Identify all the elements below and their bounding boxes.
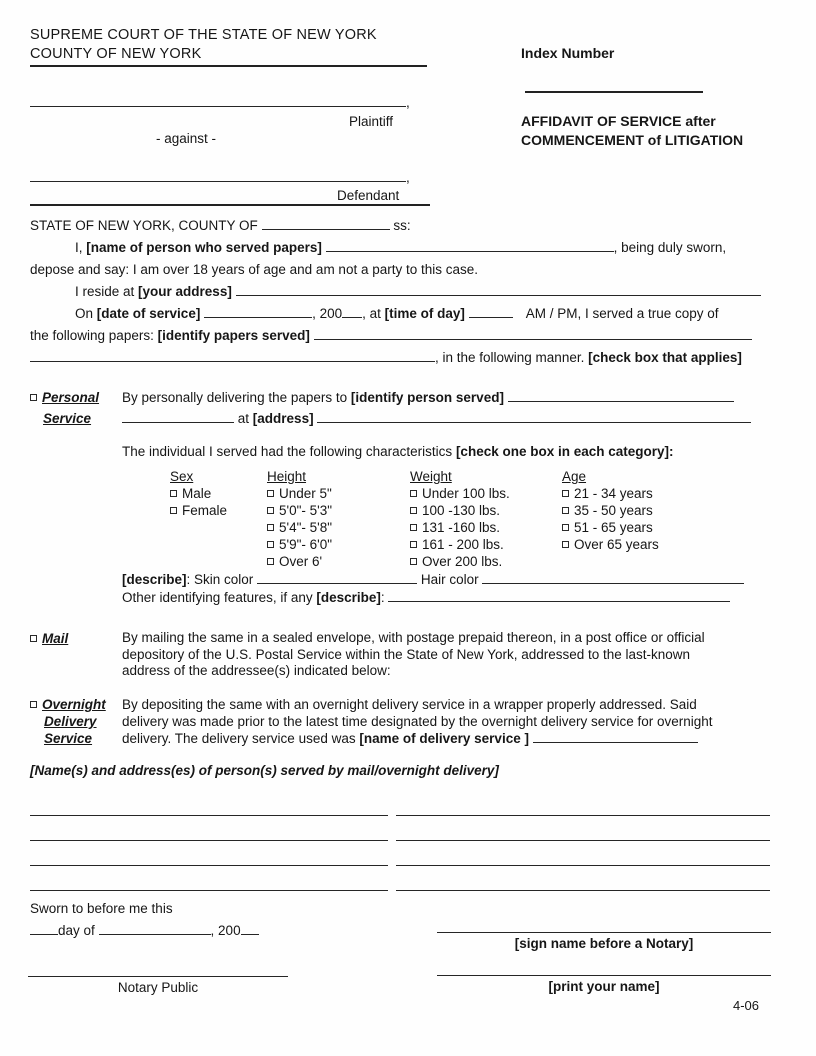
form-number: 4-06	[733, 998, 760, 1013]
at-fragment: , at	[362, 306, 381, 321]
weight-column	[410, 468, 510, 570]
personal-service-section	[30, 387, 780, 429]
checkbox-overnight[interactable]	[30, 701, 37, 708]
county-fill-line[interactable]	[262, 217, 390, 230]
overnight-service-section	[30, 696, 780, 747]
option-weight-3: 131 -160 lbs.	[422, 520, 501, 535]
option-height-4: 5'9"- 6'0"	[279, 537, 333, 552]
checkbox-age-51-65[interactable]	[562, 524, 569, 531]
depose-line: depose and say: I am over 18 years of age and am not a party to this case.	[30, 262, 479, 277]
age-header: Age	[562, 469, 587, 484]
option-age-3: 51 - 65 years	[574, 520, 653, 535]
time-line[interactable]	[469, 305, 513, 318]
checkbox-mail[interactable]	[30, 635, 37, 642]
i-prefix: I,	[75, 240, 83, 255]
reside-prefix: I reside at	[75, 284, 135, 299]
other-colon: :	[380, 590, 385, 605]
option-male: Male	[182, 486, 212, 501]
checkbox-age-over-65[interactable]	[562, 541, 569, 548]
other-features-line-fill[interactable]	[388, 589, 730, 602]
sign-name-instruction: [sign name before a Notary]	[514, 936, 694, 951]
characteristics-intro	[122, 444, 780, 459]
mail-body-line-3: address of the addressee(s) indicated below:	[122, 663, 391, 678]
overnight-label-2: Delivery	[44, 714, 97, 729]
check-box-instruction: [check box that applies]	[588, 350, 742, 365]
checkbox-height-under-5[interactable]	[267, 490, 274, 497]
document-title-line1: AFFIDAVIT OF SERVICE after	[521, 113, 716, 129]
print-name-block	[437, 962, 771, 994]
recipient-line-2-left[interactable]	[30, 816, 388, 841]
recipient-line-3-left[interactable]	[30, 841, 388, 866]
person-served-line-2[interactable]	[122, 410, 234, 423]
personal-service-label-2: Service	[43, 411, 92, 426]
server-name-placeholder: [name of person who served papers]	[86, 240, 322, 255]
notary-public-label: Notary Public	[117, 980, 199, 995]
defendant-comma: ,	[406, 170, 410, 185]
checkbox-personal-service[interactable]	[30, 394, 37, 401]
print-name-instruction: [print your name]	[548, 979, 660, 994]
checkbox-age-35-50[interactable]	[562, 507, 569, 514]
jurat-year-fragment: , 200	[210, 923, 241, 938]
manner-text: , in the following manner.	[435, 350, 585, 365]
recipient-row	[30, 816, 770, 841]
recipient-line-1-left[interactable]	[30, 791, 388, 816]
caption-bottom-rule	[30, 192, 430, 206]
recipient-row	[30, 841, 770, 866]
index-number-label: Index Number	[521, 45, 615, 61]
court-name-line: SUPREME COURT OF THE STATE OF NEW YORK	[30, 27, 377, 43]
sex-column	[170, 468, 227, 519]
day-of-label: day of	[58, 923, 95, 938]
recipient-line-2-right[interactable]	[396, 816, 770, 841]
skin-hair-line	[122, 571, 780, 589]
option-age-1: 21 - 34 years	[574, 486, 653, 501]
county-name-line: COUNTY OF NEW YORK	[30, 45, 427, 67]
sworn-statement	[30, 215, 780, 369]
personal-body-prefix: By personally delivering the papers to	[122, 390, 348, 405]
height-column	[267, 468, 332, 570]
checkbox-female[interactable]	[170, 507, 177, 514]
recipient-line-4-left[interactable]	[30, 866, 388, 891]
papers-line-2[interactable]	[30, 349, 435, 362]
jurat-day-fill[interactable]	[30, 922, 58, 935]
personal-service-label-1: Personal	[42, 390, 100, 405]
document-title-line2: COMMENCEMENT of LITIGATION	[521, 131, 744, 148]
date-line[interactable]	[204, 305, 312, 318]
checkbox-weight-over-200[interactable]	[410, 558, 417, 565]
your-address-line[interactable]	[236, 283, 761, 296]
notary-signature-line[interactable]	[28, 963, 288, 977]
papers-placeholder: [identify papers served]	[157, 328, 310, 343]
server-name-line[interactable]	[326, 239, 614, 252]
option-height-5: Over 6'	[279, 554, 323, 569]
checkbox-age-21-34[interactable]	[562, 490, 569, 497]
ampm-text: AM / PM, I served a true copy of	[525, 306, 719, 321]
service-address-line[interactable]	[317, 410, 751, 423]
mail-label: Mail	[42, 631, 69, 646]
overnight-body-line-3	[122, 730, 713, 747]
characteristics-instruction: [check one box in each category]:	[455, 444, 674, 459]
recipients-heading: [Name(s) and address(es) of person(s) served by mail/overnight delivery]	[30, 763, 499, 778]
hair-color-line[interactable]	[482, 571, 744, 584]
court-heading	[30, 26, 427, 67]
signature-line[interactable]	[437, 919, 771, 933]
characteristics-section	[122, 444, 780, 607]
option-weight-5: Over 200 lbs.	[422, 554, 503, 569]
option-age-4: Over 65 years	[574, 537, 659, 552]
other-describe-label: [describe]	[316, 590, 381, 605]
overnight-label-col	[30, 696, 122, 747]
recipient-row	[30, 866, 770, 891]
papers-line	[30, 325, 780, 347]
checkbox-male[interactable]	[170, 490, 177, 497]
overnight-line3-prefix: delivery. The delivery service used was	[122, 731, 356, 746]
skin-color-line[interactable]	[257, 571, 417, 584]
on-prefix: On	[75, 306, 94, 321]
plaintiff-name-line[interactable]	[30, 94, 406, 107]
checkbox-weight-131-160[interactable]	[410, 524, 417, 531]
papers-prefix: the following papers:	[30, 328, 154, 343]
person-served-line[interactable]	[508, 389, 734, 402]
time-placeholder: [time of day]	[384, 306, 465, 321]
your-address-placeholder: [your address]	[138, 284, 232, 299]
delivery-service-placeholder: [name of delivery service ]	[359, 731, 529, 746]
notary-block	[28, 963, 288, 995]
jurat-month-line[interactable]	[99, 922, 211, 935]
mail-body-line-2: depository of the U.S. Postal Service within the State of New York, addressed to the last-known	[122, 646, 691, 662]
option-height-1: Under 5"	[279, 486, 332, 501]
person-served-placeholder: [identify person served]	[350, 390, 504, 405]
signature-block	[437, 919, 771, 951]
at-label: at	[237, 411, 250, 426]
overnight-body	[122, 696, 713, 747]
option-female: Female	[182, 503, 228, 518]
hair-color-label: Hair color	[420, 572, 479, 587]
checkbox-weight-under-100[interactable]	[410, 490, 417, 497]
overnight-body-line-1: By depositing the same with an overnight delivery service in a wrapper properly addressed. Said	[122, 697, 697, 712]
option-weight-1: Under 100 lbs.	[422, 486, 510, 501]
sex-header: Sex	[170, 469, 194, 484]
checkbox-height-50-53[interactable]	[267, 507, 274, 514]
year-line[interactable]	[342, 305, 362, 318]
other-features-line	[122, 589, 780, 607]
duly-sworn-text: , being duly sworn,	[613, 240, 727, 255]
overnight-label-3: Service	[44, 731, 93, 746]
manner-line	[30, 347, 780, 369]
overnight-label-1: Overnight	[42, 697, 106, 712]
jurat-date-line	[30, 920, 259, 942]
document-title	[521, 112, 743, 149]
option-height-2: 5'0"- 5'3"	[279, 503, 333, 518]
plaintiff-name-row	[30, 94, 410, 110]
venue-prefix: STATE OF NEW YORK, COUNTY OF	[30, 218, 258, 233]
option-weight-4: 161 - 200 lbs.	[422, 537, 504, 552]
personal-service-body	[122, 387, 751, 429]
plaintiff-label: Plaintiff	[349, 114, 394, 129]
year-fragment: , 200	[312, 306, 343, 321]
checkbox-height-59-60[interactable]	[267, 541, 274, 548]
checkbox-height-over-6[interactable]	[267, 558, 274, 565]
option-height-3: 5'4"- 5'8"	[279, 520, 333, 535]
print-name-line[interactable]	[437, 962, 771, 976]
defendant-name-row	[30, 169, 410, 185]
height-header: Height	[267, 469, 307, 484]
overnight-body-line-2: delivery was made prior to the latest time designated by the overnight delivery service for overnight	[122, 714, 713, 729]
mail-body-line-1: By mailing the same in a sealed envelope, with postage prepaid thereon, in a post office or official	[122, 630, 705, 645]
skin-color-label: : Skin color	[186, 572, 254, 587]
characteristics-table	[122, 468, 780, 571]
papers-line-1[interactable]	[314, 327, 752, 340]
service-address-placeholder: [address]	[252, 411, 314, 426]
plaintiff-comma: ,	[406, 95, 410, 110]
personal-service-label-col	[30, 387, 122, 429]
date-time-line	[30, 303, 780, 325]
index-number-line[interactable]	[525, 79, 703, 93]
mail-service-section	[30, 630, 780, 680]
checkbox-weight-100-130[interactable]	[410, 507, 417, 514]
mail-body	[122, 630, 705, 680]
checkbox-height-54-58[interactable]	[267, 524, 274, 531]
sworn-before-text: Sworn to before me this	[30, 901, 173, 916]
against-label: - against -	[156, 131, 217, 146]
option-weight-2: 100 -130 lbs.	[422, 503, 501, 518]
residence-line	[30, 281, 780, 303]
other-features-prefix: Other identifying features, if any	[122, 590, 313, 605]
characteristics-intro-text: The individual I served had the following characteristics	[122, 444, 453, 459]
venue-line	[30, 215, 780, 237]
ss-label: ss:	[393, 218, 411, 233]
deponent-line	[30, 237, 780, 259]
date-placeholder: [date of service]	[96, 306, 201, 321]
jurat-section	[30, 898, 259, 942]
recipient-line-3-right[interactable]	[396, 841, 770, 866]
jurat-year-line[interactable]	[241, 922, 259, 935]
recipient-line-1-right[interactable]	[396, 791, 770, 816]
checkbox-weight-161-200[interactable]	[410, 541, 417, 548]
recipients-lines	[30, 791, 770, 891]
age-column	[562, 468, 659, 553]
option-age-2: 35 - 50 years	[574, 503, 653, 518]
defendant-label: Defendant	[337, 188, 400, 203]
recipient-row	[30, 791, 770, 816]
weight-header: Weight	[410, 469, 452, 484]
defendant-name-line[interactable]	[30, 169, 406, 182]
recipient-line-4-right[interactable]	[396, 866, 770, 891]
describe-label: [describe]	[122, 572, 187, 587]
delivery-service-line[interactable]	[533, 730, 698, 743]
mail-label-col	[30, 630, 122, 680]
